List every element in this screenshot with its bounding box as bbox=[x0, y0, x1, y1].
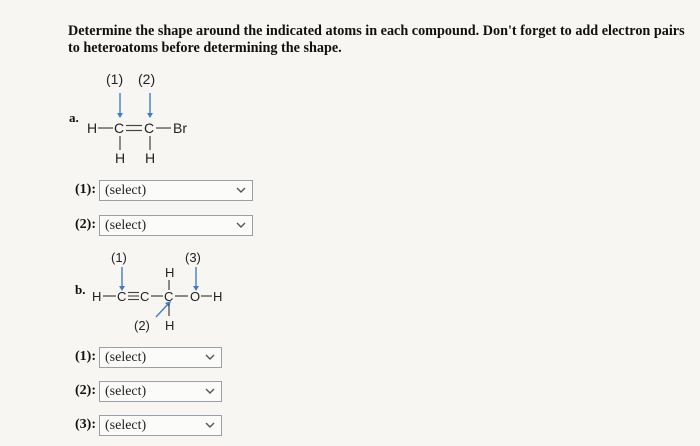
shape-select-b-2[interactable] bbox=[99, 381, 222, 402]
marker-b-3: (3) bbox=[185, 250, 201, 265]
atom-a-c1: C bbox=[114, 120, 125, 136]
arrow-b-2 bbox=[156, 303, 169, 317]
select-row-b-3 bbox=[75, 414, 222, 436]
select-label-b-2: (2): bbox=[75, 383, 96, 398]
select-value: (select) bbox=[105, 417, 147, 433]
atom-b-c3: C bbox=[164, 289, 174, 304]
question-line-2: to heteroatoms before determining the shape. bbox=[68, 40, 342, 56]
select-label-a-2: (2): bbox=[75, 217, 96, 232]
atom-a-h-bottom-1: H bbox=[115, 150, 126, 166]
atom-b-h-bottom: H bbox=[165, 318, 175, 333]
atom-a-h-bottom-2: H bbox=[145, 150, 156, 166]
atom-b-o: O bbox=[190, 289, 201, 304]
shape-select-b-3[interactable] bbox=[99, 415, 222, 436]
atom-b-h-right: H bbox=[213, 289, 223, 304]
shape-select-b-1[interactable] bbox=[99, 347, 222, 368]
select-label-a-1: (1): bbox=[75, 182, 96, 197]
atom-b-c2: C bbox=[140, 289, 150, 304]
atom-b-h-left: H bbox=[92, 289, 102, 304]
atom-b-c1: C bbox=[117, 289, 127, 304]
part-b-label: b. bbox=[75, 282, 86, 297]
atom-a-c2: C bbox=[144, 120, 155, 136]
select-row-b-2 bbox=[75, 380, 222, 402]
question-line-1: Determine the shape around the indicated atoms in each compound. Don't forget to add electron pairs bbox=[68, 23, 685, 39]
select-row-b-1 bbox=[75, 346, 222, 368]
select-value: (select) bbox=[105, 182, 147, 198]
marker-a-1: (1) bbox=[106, 71, 124, 87]
marker-a-2: (2) bbox=[138, 71, 156, 87]
select-value: (select) bbox=[105, 217, 147, 233]
select-label-b-1: (1): bbox=[75, 349, 96, 364]
chevron-down-icon bbox=[204, 418, 216, 432]
marker-b-1: (1) bbox=[111, 250, 127, 265]
atom-a-h-left: H bbox=[87, 120, 98, 136]
select-value: (select) bbox=[105, 349, 147, 365]
atom-b-h-top: H bbox=[165, 265, 175, 280]
atom-a-br: Br bbox=[173, 120, 187, 136]
part-a-label: a. bbox=[69, 110, 79, 125]
select-label-b-3: (3): bbox=[75, 417, 96, 432]
chevron-down-icon bbox=[204, 350, 216, 364]
chevron-down-icon bbox=[204, 384, 216, 398]
select-value: (select) bbox=[105, 383, 147, 399]
marker-b-2: (2) bbox=[134, 318, 150, 333]
